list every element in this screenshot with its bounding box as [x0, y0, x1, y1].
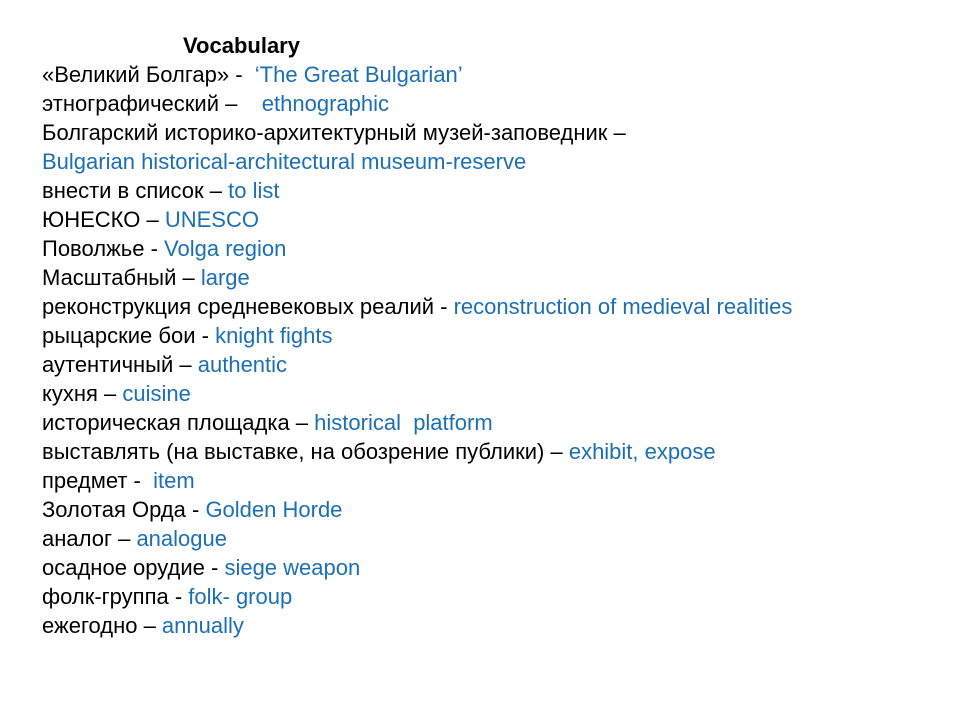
- russian-term: выставлять (на выставке, на обозрение публики) –: [42, 439, 569, 464]
- russian-term: осадное орудие -: [42, 555, 225, 580]
- russian-term: этнографический –: [42, 91, 262, 116]
- russian-term: «Великий Болгар» -: [42, 62, 255, 87]
- vocab-line: [42, 263, 950, 292]
- english-translation: exhibit, expose: [568, 439, 716, 464]
- russian-term: историческая площадка –: [42, 410, 315, 435]
- russian-term: Поволжье -: [42, 236, 165, 261]
- english-translation: Bulgarian historical-architectural museum-reserve: [42, 149, 527, 174]
- russian-term: кухня –: [42, 381, 123, 406]
- vocab-line: [42, 553, 950, 582]
- english-translation: siege weapon: [224, 555, 361, 580]
- english-translation: analogue: [136, 526, 227, 551]
- english-translation: cuisine: [122, 381, 191, 406]
- english-translation: large: [200, 265, 250, 290]
- english-translation: folk- group: [188, 584, 293, 609]
- vocab-line: [42, 118, 950, 147]
- russian-term: реконструкция средневековых реалий -: [42, 294, 454, 319]
- vocab-line: [42, 408, 950, 437]
- russian-term: Золотая Орда -: [42, 497, 206, 522]
- vocab-line: [42, 611, 950, 640]
- vocab-line: [42, 379, 950, 408]
- russian-term: ЮНЕСКО –: [42, 207, 165, 232]
- vocab-line: [42, 437, 950, 466]
- russian-term: ежегодно –: [42, 613, 162, 638]
- vocab-line: [42, 321, 950, 350]
- russian-term: аналог –: [42, 526, 137, 551]
- english-translation: Golden Horde: [205, 497, 343, 522]
- vocab-line: [42, 89, 950, 118]
- vocab-line: [42, 582, 950, 611]
- vocab-line: [42, 350, 950, 379]
- english-translation: item: [153, 468, 195, 493]
- english-translation: Volga region: [164, 236, 287, 261]
- slide-title: Vocabulary: [183, 33, 300, 58]
- russian-term: рыцарские бои -: [42, 323, 216, 348]
- vocab-line: [42, 234, 950, 263]
- english-translation: ethnographic: [261, 91, 390, 116]
- english-translation: historical platform: [314, 410, 493, 435]
- english-translation: to list: [228, 178, 280, 203]
- vocab-line: [42, 205, 950, 234]
- english-translation: authentic: [197, 352, 288, 377]
- russian-term: предмет -: [42, 468, 154, 493]
- english-translation: UNESCO: [164, 207, 259, 232]
- russian-term: аутентичный –: [42, 352, 198, 377]
- vocab-line: [42, 495, 950, 524]
- vocab-line: [42, 292, 950, 321]
- english-translation: ‘The Great Bulgarian’: [254, 62, 463, 87]
- russian-term: внести в список –: [42, 178, 229, 203]
- vocab-line: [42, 466, 950, 495]
- english-translation: annually: [161, 613, 244, 638]
- russian-term: Масштабный –: [42, 265, 201, 290]
- vocab-line: [42, 176, 950, 205]
- vocab-line: [42, 60, 950, 89]
- slide-content: [42, 31, 950, 640]
- russian-term: Болгарский историко-архитектурный музей-заповедник –: [42, 120, 626, 145]
- vocabulary-list: [42, 60, 950, 640]
- english-translation: reconstruction of medieval realities: [453, 294, 793, 319]
- english-translation: knight fights: [215, 323, 333, 348]
- vocab-line: [42, 524, 950, 553]
- russian-term: фолк-группа -: [42, 584, 189, 609]
- vocab-line: [42, 147, 950, 176]
